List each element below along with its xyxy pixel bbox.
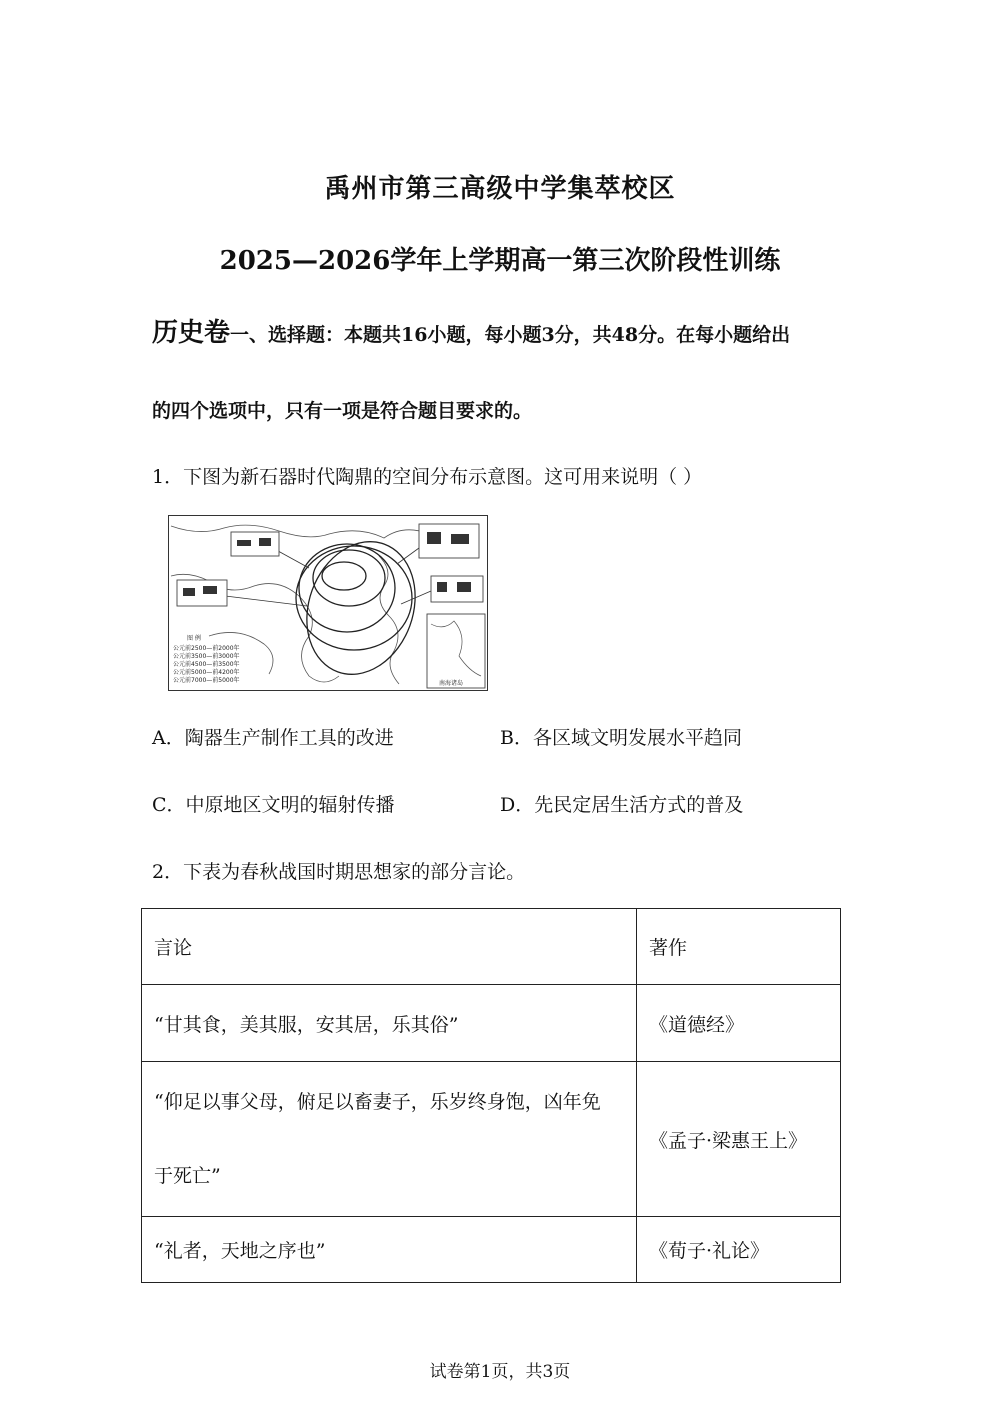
- exam-title: 2025—2026学年上学期高一第三次阶段性训练: [219, 246, 781, 276]
- question-1-stem: 1．下图为新石器时代陶鼎的空间分布示意图。这可用来说明（ ）: [152, 466, 703, 488]
- section-instruction-1: 一、选择题：本题共16小题，每小题3分，共48分。在每小题给出: [230, 324, 791, 346]
- quotes-table: [141, 908, 841, 1283]
- option-a[interactable]: A．陶器生产制作工具的改进: [152, 727, 394, 749]
- page-footer: 试卷第1页，共3页: [429, 1362, 571, 1382]
- option-c[interactable]: C．中原地区文明的辐射传播: [152, 794, 395, 816]
- work-cell: 《荀子·礼论》: [637, 1217, 841, 1283]
- legend-item: 公元前2500—前2000年: [173, 645, 240, 652]
- school-name: 禹州市第三高级中学集萃校区: [324, 174, 676, 204]
- pottery-distribution-map: [168, 515, 488, 691]
- work-cell: 《道德经》: [637, 985, 841, 1062]
- section-instruction-2: 的四个选项中，只有一项是符合题目要求的。: [152, 400, 533, 422]
- legend-title: 图 例: [187, 635, 201, 642]
- subject-label: 历史卷: [152, 318, 231, 348]
- table-row: [142, 1062, 841, 1217]
- table-row: [142, 985, 841, 1062]
- legend-item: 公元前3500—前3000年: [173, 653, 240, 660]
- table-header-row: [142, 909, 841, 985]
- table-row: [142, 1217, 841, 1283]
- quote-cell: “礼者，天地之序也”: [142, 1217, 637, 1283]
- option-d[interactable]: D．先民定居生活方式的普及: [500, 794, 744, 816]
- section-heading: [152, 312, 790, 349]
- question-2-stem: 2．下表为春秋战国时期思想家的部分言论。: [152, 861, 526, 883]
- legend-item: 公元前4500—前3500年: [173, 661, 240, 668]
- quote-cell: “甘其食，美其服，安其居，乐其俗”: [142, 985, 637, 1062]
- inset-label: 南海诸岛: [439, 680, 464, 687]
- quote-line: 于死亡”: [154, 1165, 221, 1187]
- legend-item: 公元前7000—前5000年: [173, 677, 240, 684]
- header-work: 著作: [637, 909, 841, 985]
- quote-line: “仰足以事父母，俯足以畜妻子，乐岁终身饱，凶年免: [154, 1091, 601, 1113]
- header-quote: 言论: [142, 909, 637, 985]
- legend-item: 公元前5000—前4200年: [173, 669, 240, 676]
- work-cell: 《孟子·梁惠王上》: [637, 1062, 841, 1217]
- quote-cell: [142, 1062, 637, 1217]
- option-b[interactable]: B．各区域文明发展水平趋同: [500, 727, 742, 749]
